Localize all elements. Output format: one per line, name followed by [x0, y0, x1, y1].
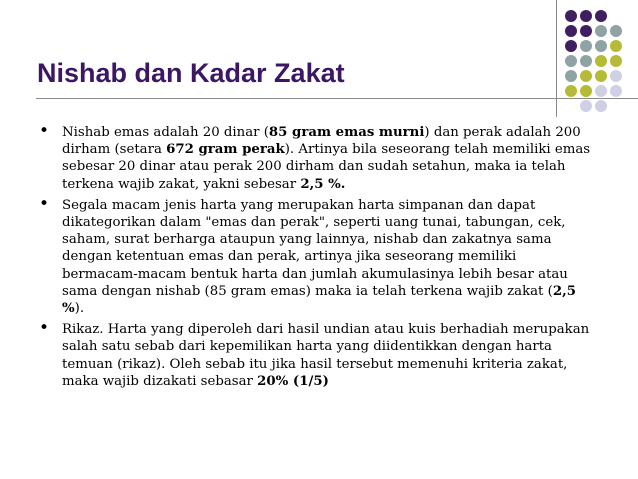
- bullet-text: ).: [74, 301, 85, 317]
- decorative-dot: [595, 40, 607, 52]
- decorative-dot: [595, 100, 607, 112]
- decorative-dot: [580, 85, 592, 97]
- bullet-item-rikaz: [40, 321, 595, 390]
- bullet-list: [40, 124, 595, 394]
- decorative-dot: [610, 10, 622, 22]
- bullet-bold-text: 2,5 %.: [300, 176, 346, 192]
- decorative-dot: [565, 85, 577, 97]
- bullet-text: Rikaz. Harta yang diperoleh dari hasil undian atau kuis berhadiah merupakan salah satu sebab dari kepemilikan harta yang diidentikkan dengan harta temuan (rikaz). Oleh sebab itu jika hasil tersebut memenuhi kriteria zakat, maka wajib dizakati sebasar: [62, 322, 590, 389]
- bullet-text: Nishab emas adalah 20 dinar (: [62, 125, 269, 140]
- bullet-text: ). Artinya bila seseorang telah memiliki emas sebesar 20 dinar atau perak 200 dirham dan sudah setahun, maka ia telah terkena wajib zakat, yakni sebesar: [62, 142, 591, 192]
- decorative-dot: [565, 10, 577, 22]
- decorative-dot: [580, 100, 592, 112]
- title-underline: [36, 98, 638, 99]
- decorative-dot: [595, 10, 607, 22]
- decorative-dot: [610, 55, 622, 67]
- decorative-dot: [595, 55, 607, 67]
- decorative-dot: [565, 40, 577, 52]
- bullet-bold-text: 20% (1/5): [257, 373, 329, 389]
- decorative-dot: [595, 70, 607, 82]
- bullet-item-nishab-emas: [40, 124, 595, 193]
- decorative-dot-grid: [565, 10, 622, 112]
- decorative-dot: [565, 70, 577, 82]
- decorative-dot: [580, 40, 592, 52]
- decorative-dot: [595, 85, 607, 97]
- decorative-dot: [595, 25, 607, 37]
- bullet-text: ) dan perak adalah 200 dirham (setara: [62, 125, 581, 158]
- bullet-text: Segala macam jenis harta yang merupakan harta simpanan dan dapat dikategorikan dalam "emas dan perak", seperti uang tunai, tabungan, cek, saham, surat berharga ataupun yang lainnya, nishab dan zakatnya sama dengan ketentuan emas dan perak, artinya jika seseorang memiliki bermacam-macam bentuk harta dan jumlah akumulasinya lebih besar atau sama dengan nishab (85 gram emas) maka ia telah terkena wajib zakat (: [62, 197, 568, 299]
- bullet-bold-text: 85 gram emas murni: [268, 125, 425, 140]
- decorative-dot: [565, 100, 577, 112]
- decorative-dot: [610, 25, 622, 37]
- decorative-dot: [610, 85, 622, 97]
- slide-title: Nishab dan Kadar Zakat: [37, 58, 345, 88]
- decorative-dot: [610, 40, 622, 52]
- bullet-bold-text: 672 gram perak: [166, 142, 285, 158]
- decorative-dot: [580, 25, 592, 37]
- decorative-dot: [610, 100, 622, 112]
- decorative-dot: [610, 70, 622, 82]
- decorative-dot: [580, 70, 592, 82]
- decorative-dot: [580, 10, 592, 22]
- decorative-dot: [580, 55, 592, 67]
- bullet-bold-text: 2,5 %: [62, 283, 576, 317]
- vertical-divider: [556, 0, 557, 117]
- decorative-dot: [565, 25, 577, 37]
- bullet-item-harta-simpanan: [40, 197, 595, 317]
- decorative-dot: [565, 55, 577, 67]
